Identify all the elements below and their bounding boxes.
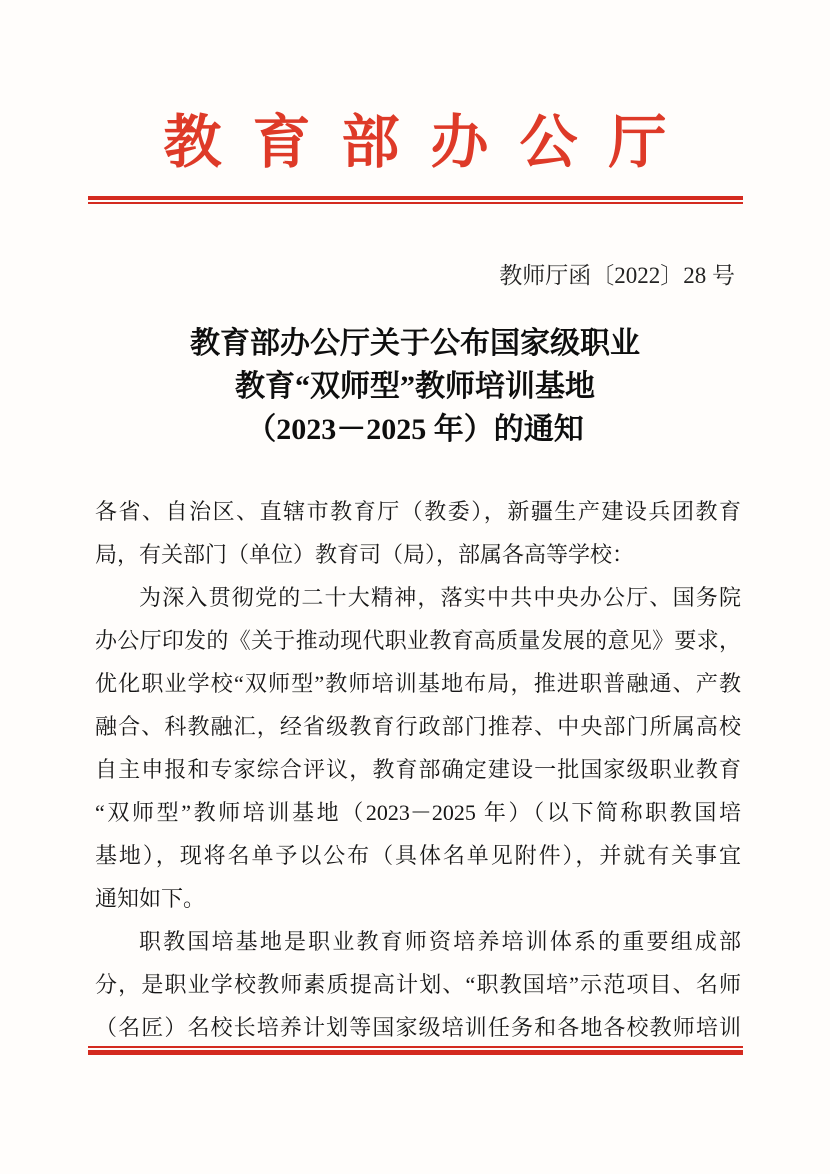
divider-thin-line: [88, 1046, 743, 1048]
document-number: 教师厅函〔2022〕28 号: [499, 263, 735, 288]
body-line: 为深入贯彻党的二十大精神，落实中共中央办公厅、国务院: [139, 585, 741, 610]
agency-masthead: 教育部办公厅: [163, 110, 698, 175]
masthead-divider-rule: [88, 196, 743, 204]
body-line: “双师型”教师培训基地（2023－2025 年）（以下简称职教国培: [95, 800, 741, 825]
body-line: 优化职业学校“双师型”教师培训基地布局，推进职普融通、产教: [95, 671, 741, 696]
body-line: 基地），现将名单予以公布（具体名单见附件），并就有关事宜: [95, 843, 741, 868]
document-title-line: 教育“双师型”教师培训基地: [235, 370, 595, 403]
footer-divider-rule: [88, 1046, 743, 1055]
body-line: 融合、科教融汇，经省级教育行政部门推荐、中央部门所属高校: [95, 714, 741, 739]
document-title-line: （2023－2025 年）的通知: [246, 413, 584, 446]
body-line: 办公厅印发的《关于推动现代职业教育高质量发展的意见》要求，: [95, 628, 741, 653]
body-line: 职教国培基地是职业教育师资培养培训体系的重要组成部: [139, 929, 741, 954]
body-line: 分，是职业学校教师素质提高计划、“职教国培”示范项目、名师: [95, 972, 741, 997]
body-line: 自主申报和专家综合评议，教育部确定建设一批国家级职业教育: [95, 757, 741, 782]
divider-thin-line: [88, 202, 743, 204]
document-body: [95, 490, 741, 1049]
body-line: 通知如下。: [95, 886, 206, 911]
body-line: 各省、自治区、直辖市教育厅（教委），新疆生产建设兵团教育: [95, 499, 741, 524]
divider-thick-line: [88, 196, 743, 200]
document-title: [0, 322, 830, 451]
divider-thick-line: [88, 1050, 743, 1055]
document-title-line: 教育部办公厅关于公布国家级职业: [190, 327, 640, 360]
body-line: （名匠）名校长培养计划等国家级培训任务和各地各校教师培训: [95, 1015, 741, 1040]
body-line: 局，有关部门（单位）教育司（局），部属各高等学校：: [95, 542, 635, 567]
